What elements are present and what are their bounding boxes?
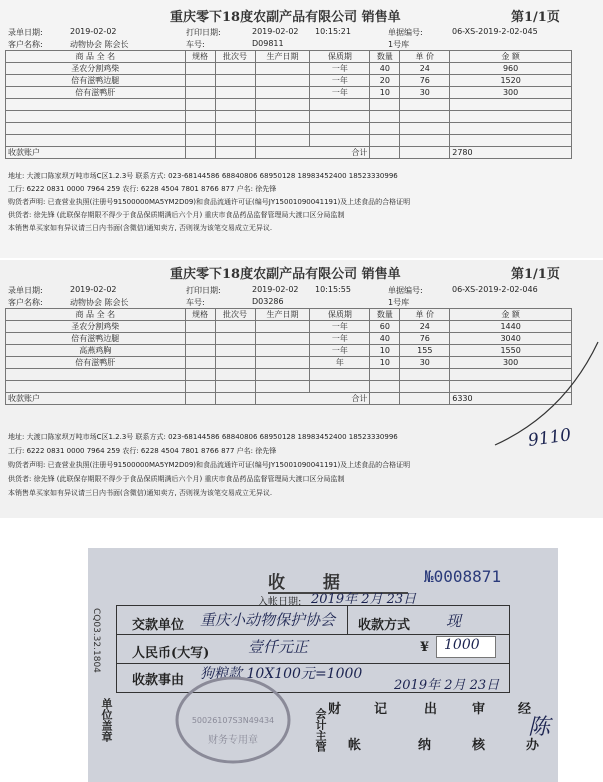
item-price: 76 (400, 75, 450, 87)
col-header: 商 品 全 名 (6, 51, 186, 63)
customer-label: 客户名称: (8, 298, 43, 307)
col-header: 数量 (370, 51, 400, 63)
col-header: 规格 (185, 309, 215, 321)
footer-label: 核 (472, 738, 486, 753)
doc-no-label: 单据编号: (388, 286, 423, 295)
item-qty: 40 (370, 333, 400, 345)
item-shelf-life: 一年 (310, 321, 370, 333)
item-price: 24 (400, 63, 450, 75)
item-qty: 20 (370, 75, 400, 87)
svg-text:50026107S3N49434: 50026107S3N49434 (191, 716, 275, 725)
item-name: 高燕鸡胸 (6, 345, 186, 357)
doc-no-label: 单据编号: (388, 28, 423, 37)
item-amount: 1440 (450, 321, 572, 333)
handwritten-total: 9110 (526, 425, 573, 451)
footer-label: 纳 (418, 738, 432, 753)
table-row (6, 63, 572, 75)
customer-label: 客户名称: (8, 40, 43, 49)
item-amount: 300 (450, 357, 572, 369)
print-time: 10:15:55 (315, 285, 351, 294)
col-header: 金 额 (450, 309, 572, 321)
item-name: 倍有滋鸭肝 (6, 87, 186, 99)
col-header: 单 价 (400, 51, 450, 63)
payment-reason: 狗粮款 10X100元=1000 (200, 666, 363, 682)
table-header-row (6, 51, 572, 63)
bank-line: 工行: 6222 0831 0000 7964 259 农行: 6228 4504 7801 8766 877 户名: 徐先锋 (8, 447, 277, 455)
address-line: 地址: 大渡口陈家坝万吨市场C区1.2.3号 联系方式: 023-68144586 68840806 68950128 18983452400 18523330996 (8, 172, 398, 180)
account-label: 收款账户 (6, 393, 186, 405)
col-header: 保质期 (310, 309, 370, 321)
supplier-statement: 供货者: 徐先锋 (此联保存期限不得少于食品保质期满后六个月) 重庆市食品药品监督管理局大渡口区分局监制 (8, 475, 345, 483)
slip-title: 重庆零下18度农副产品有限公司 销售单 (170, 10, 401, 25)
table-row (6, 333, 572, 345)
car-label: 车号: (186, 40, 205, 49)
table-row (6, 135, 572, 147)
bank-line: 工行: 6222 0831 0000 7964 259 农行: 6228 4504 7801 8766 877 户名: 徐先锋 (8, 185, 277, 193)
item-amount: 1550 (450, 345, 572, 357)
table-row (6, 369, 572, 381)
car-label: 车号: (186, 298, 205, 307)
slip-title: 重庆零下18度农副产品有限公司 销售单 (170, 267, 401, 282)
col-header: 生产日期 (255, 309, 310, 321)
sales-slip-2 (0, 260, 603, 518)
total-amount: 6330 (450, 393, 572, 405)
warehouse: 1号库 (388, 298, 410, 307)
print-date: 2019-02-02 (252, 27, 299, 36)
item-price: 155 (400, 345, 450, 357)
item-amount: 960 (450, 63, 572, 75)
buyer-statement: 购货者声明: 已查营业执照(注册号91500000MA5YM2D09)和食品流通许可证(编号JY15001090041191)及上述食品的合格证明 (8, 461, 411, 469)
table-row (6, 345, 572, 357)
sales-slip-1 (0, 0, 603, 258)
entry-date-label: 录单日期: (8, 286, 43, 295)
item-name: 圣农分割鸡柴 (6, 321, 186, 333)
entry-date-label: 入帐日期: (258, 597, 302, 608)
item-qty: 10 (370, 357, 400, 369)
entry-date: 2019年 2月 23日 (311, 592, 417, 607)
footer-label: 出 (424, 702, 438, 717)
print-time: 10:15:21 (315, 27, 351, 36)
item-amount: 3040 (450, 333, 572, 345)
item-price: 24 (400, 321, 450, 333)
entry-date-label: 录单日期: (8, 28, 43, 37)
item-shelf-life: 年 (310, 357, 370, 369)
print-date: 2019-02-02 (252, 285, 299, 294)
payer-name: 重庆小动物保护协会 (200, 611, 336, 629)
item-name: 圣农分割鸡柴 (6, 63, 186, 75)
item-shelf-life: 一年 (310, 333, 370, 345)
print-date-label: 打印日期: (186, 28, 221, 37)
account-label: 收款账户 (6, 147, 186, 159)
supplier-statement: 供货者: 徐先锋 (此联保存期限不得少于食品保质期满后六个月) 重庆市食品药品监督管理局大渡口区分局监制 (8, 211, 345, 219)
item-price: 30 (400, 357, 450, 369)
table-row (6, 321, 572, 333)
buyer-statement: 购货者声明: 已查营业执照(注册号91500000MA5YM2D09)和食品流通许可证(编号JY15001090041191)及上述食品的合格证明 (8, 198, 411, 206)
total-label: 合计 (255, 393, 370, 405)
footer-label: 记 (374, 702, 388, 717)
accounting-supervisor-label: 会计主管 (314, 708, 327, 752)
sign-date: 2019年 2月 23日 (394, 678, 500, 693)
footer-label: 财 (328, 702, 342, 717)
method-label: 收款方式 (358, 618, 411, 633)
rmb-label: 人民币(大写) (132, 646, 210, 661)
objection-statement: 本销售单买家如有异议请三日内书面(含微信)通知卖方, 否则视为该笔交易成立无异议. (8, 489, 273, 497)
table-row (6, 99, 572, 111)
table-header-row (6, 309, 572, 321)
item-price: 76 (400, 333, 450, 345)
receipt (88, 548, 558, 782)
receipt-number (424, 567, 501, 586)
page-number: 第1/1页 (511, 267, 560, 282)
col-header: 保质期 (310, 51, 370, 63)
col-header: 商 品 全 名 (6, 309, 186, 321)
reason-label: 收款事由 (132, 673, 185, 688)
table-row (6, 87, 572, 99)
total-amount: 2780 (450, 147, 572, 159)
stamp-text: 财务专用章 (208, 735, 258, 746)
item-qty: 60 (370, 321, 400, 333)
page-number: 第1/1页 (511, 10, 560, 25)
col-header: 批次号 (215, 51, 255, 63)
payment-method: 现 (446, 612, 462, 630)
entry-date: 2019-02-02 (70, 285, 117, 294)
col-header: 金 额 (450, 51, 572, 63)
total-row (6, 147, 572, 159)
item-name: 倍有滋鸭肝 (6, 357, 186, 369)
item-shelf-life: 一年 (310, 63, 370, 75)
receipt-title: 收 据 (268, 573, 356, 593)
item-shelf-life: 一年 (310, 87, 370, 99)
items-table (5, 50, 572, 159)
col-header: 单 价 (400, 309, 450, 321)
entry-date: 2019-02-02 (70, 27, 117, 36)
number-value: 0008871 (433, 567, 502, 586)
footer-label: 帐 (348, 738, 362, 753)
currency-sign: ¥ (420, 640, 430, 655)
item-name: 倍有滋鸭边腿 (6, 333, 186, 345)
number-prefix: № (424, 567, 434, 586)
table-row (6, 111, 572, 123)
doc-no: 06-XS-2019-2-02-045 (452, 27, 538, 36)
table-row (6, 123, 572, 135)
item-qty: 10 (370, 87, 400, 99)
total-row (6, 393, 572, 405)
print-date-label: 打印日期: (186, 286, 221, 295)
unit-seal-label: 单位盖章 (100, 698, 113, 742)
item-price: 30 (400, 87, 450, 99)
col-header: 规格 (185, 51, 215, 63)
footer-label: 办 (526, 738, 540, 753)
item-qty: 10 (370, 345, 400, 357)
doc-no: 06-XS-2019-2-02-046 (452, 285, 538, 294)
car-number: D09811 (252, 39, 284, 48)
col-header: 批次号 (215, 309, 255, 321)
payer-label: 交款单位 (132, 618, 185, 633)
objection-statement: 本销售单买家如有异议请三日内书面(含微信)通知卖方, 否则视为该笔交易成立无异议. (8, 224, 273, 232)
col-header: 数量 (370, 309, 400, 321)
finance-seal (173, 673, 293, 768)
footer-label: 审 (472, 702, 486, 717)
customer-name: 动物协会 陈会长 (70, 298, 129, 307)
items-table (5, 308, 572, 405)
item-shelf-life: 一年 (310, 345, 370, 357)
side-code: CQ03.32.1804 (91, 608, 101, 673)
item-shelf-life: 一年 (310, 75, 370, 87)
item-name: 倍有滋鸭边腿 (6, 75, 186, 87)
customer-name: 动物协会 陈会长 (70, 40, 129, 49)
item-amount: 1520 (450, 75, 572, 87)
handler-signature: 陈 (528, 715, 551, 740)
table-row (6, 381, 572, 393)
item-amount: 300 (450, 87, 572, 99)
address-line: 地址: 大渡口陈家坝万吨市场C区1.2.3号 联系方式: 023-68144586 68840806 68950128 18983452400 18523330996 (8, 433, 398, 441)
warehouse: 1号库 (388, 40, 410, 49)
col-header: 生产日期 (255, 51, 310, 63)
table-row (6, 75, 572, 87)
amount-in-words: 壹仟元正 (248, 638, 309, 656)
table-row (6, 357, 572, 369)
footer-label: 经 (518, 702, 532, 717)
item-qty: 40 (370, 63, 400, 75)
amount-figure: 1000 (444, 637, 480, 653)
total-label: 合计 (255, 147, 370, 159)
car-number: D03286 (252, 297, 284, 306)
